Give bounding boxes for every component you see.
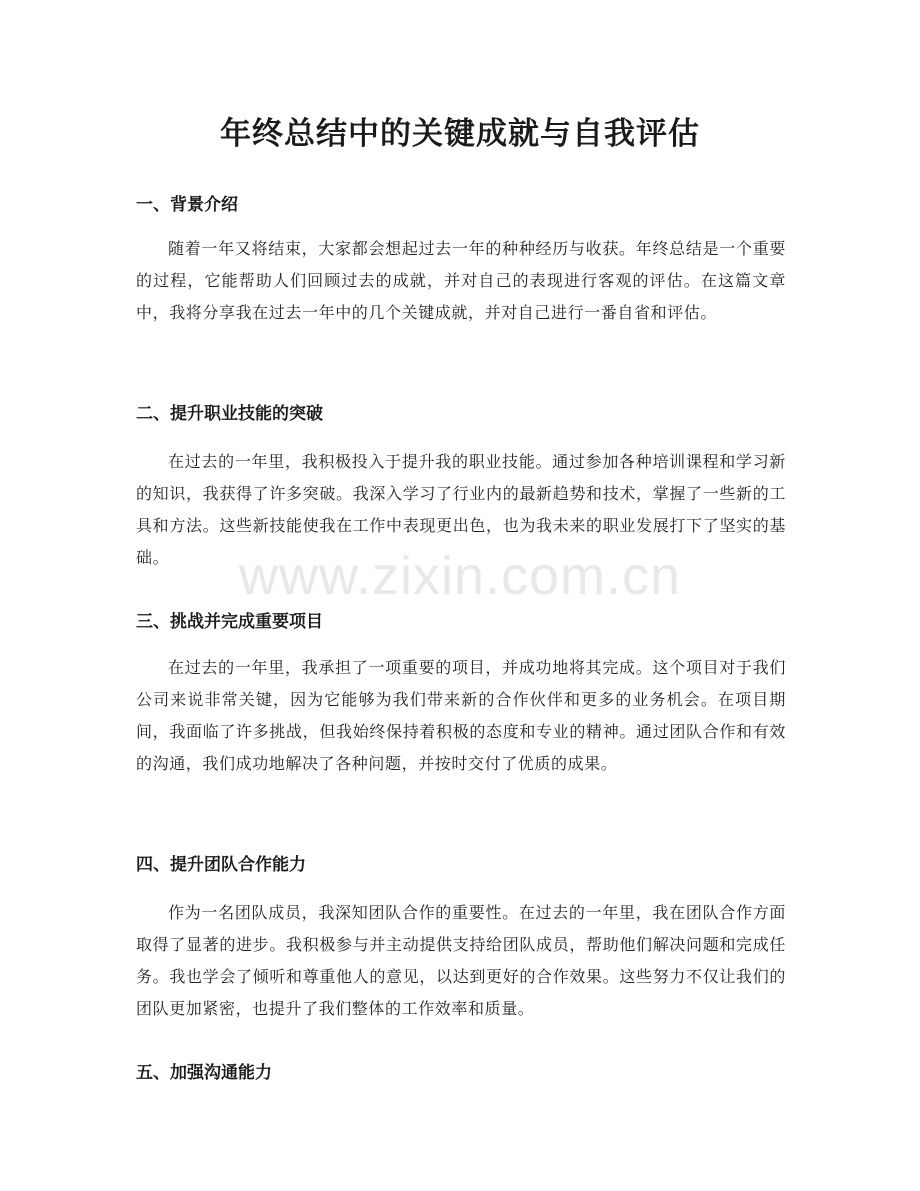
section-heading-3: 三、挑战并完成重要项目 xyxy=(136,612,323,632)
section-paragraph-2: 在过去的一年里，我积极投入于提升我的职业技能。通过参加各种培训课程和学习新的知识，我获得了许多突破。我深入学习了行业内的最新趋势和技术，掌握了一些新的工具和方法。这些新技能使我在工作中表现更出色，也为我未来的职业发展打下了坚实的基础。 xyxy=(136,452,786,567)
section-heading-4: 四、提升团队合作能力 xyxy=(136,855,306,875)
watermark: www.zixin.com.cn xyxy=(238,546,682,606)
section-paragraph-1: 随着一年又将结束，大家都会想起过去一年的种种经历与收获。年终总结是一个重要的过程，它能帮助人们回顾过去的成就，并对自己的表现进行客观的评估。在这篇文章中，我将分享我在过去一年中的几个关键成就，并对自己进行一番自省和评估。 xyxy=(136,239,786,322)
section-paragraph-4: 作为一名团队成员，我深知团队合作的重要性。在过去的一年里，我在团队合作方面取得了显著的进步。我积极参与并主动提供支持给团队成员，帮助他们解决问题和完成任务。我也学会了倾听和尊重他人的意见，以达到更好的合作效果。这些努力不仅让我们的团队更加紧密，也提升了我们整体的工作效率和质量。 xyxy=(136,903,786,1018)
section-paragraph-3: 在过去的一年里，我承担了一项重要的项目，并成功地将其完成。这个项目对于我们公司来说非常关键，因为它能够为我们带来新的合作伙伴和更多的业务机会。在项目期间，我面临了许多挑战，但我始终保持着积极的态度和专业的精神。通过团队合作和有效的沟通，我们成功地解决了各种问题，并按时交付了优质的成果。 xyxy=(136,658,786,773)
document-title: 年终总结中的关键成就与自我评估 xyxy=(220,116,700,152)
section-heading-5: 五、加强沟通能力 xyxy=(136,1063,272,1083)
section-heading-2: 二、提升职业技能的突破 xyxy=(136,404,323,424)
section-heading-1: 一、背景介绍 xyxy=(136,195,238,215)
